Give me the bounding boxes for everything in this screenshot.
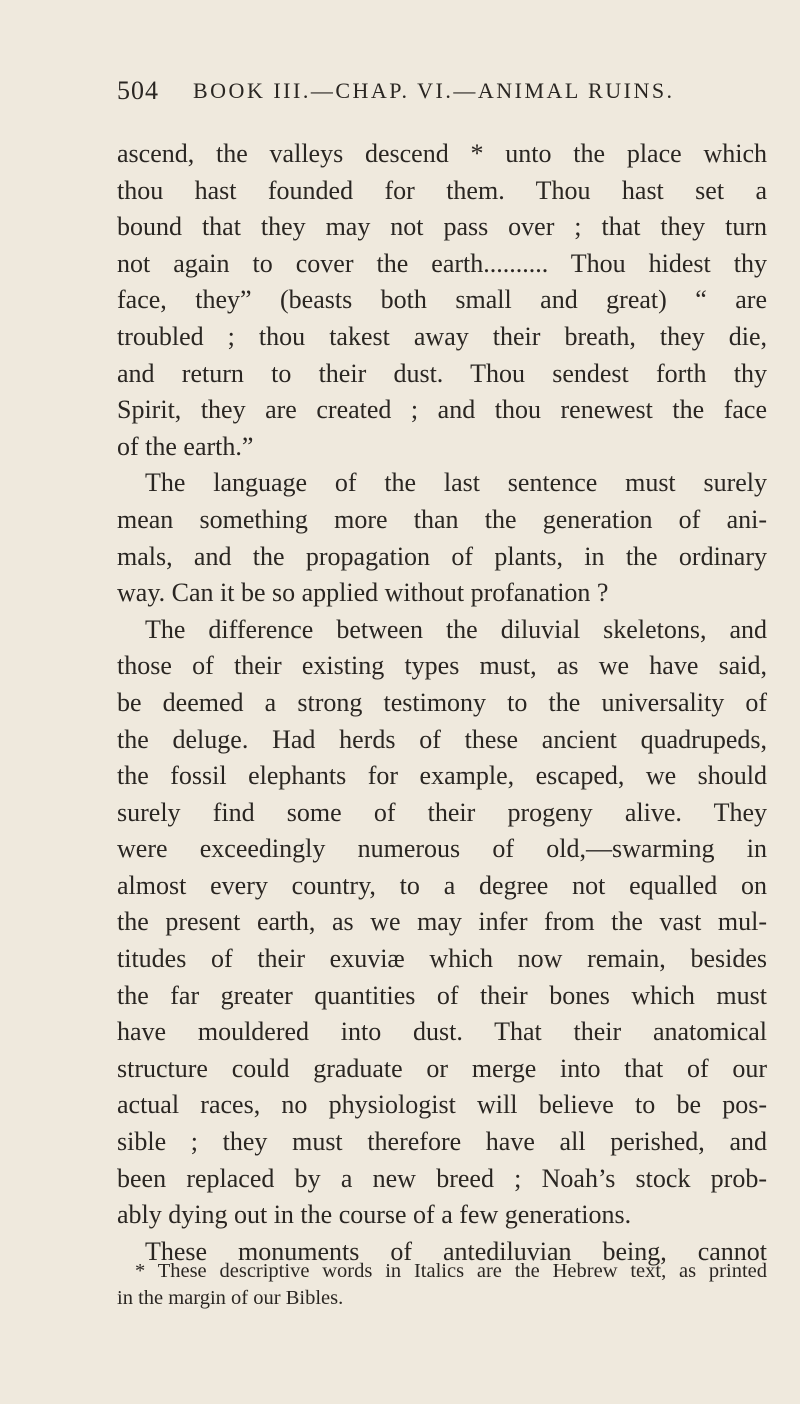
text-line: were exceedingly numerous of old,—swarming in bbox=[117, 834, 767, 864]
text-line: bound that they may not pass over ; that they turn bbox=[117, 212, 767, 242]
text-line: the far greater quantities of their bones which must bbox=[117, 980, 767, 1010]
body-text bbox=[117, 136, 767, 1270]
text-line: been replaced by a new breed ; Noah’s stock prob- bbox=[117, 1163, 767, 1193]
text-line: titudes of their exuviæ which now remain, besides bbox=[117, 944, 767, 974]
text-line: sible ; they must therefore have all perished, and bbox=[117, 1127, 767, 1157]
text-line: way. Can it be so applied without profanation ? bbox=[117, 578, 609, 608]
text-line: mean something more than the generation of ani- bbox=[117, 504, 767, 534]
text-line: face, they” (beasts both small and great) “ are bbox=[117, 285, 767, 315]
text-line: the fossil elephants for example, escaped, we should bbox=[117, 761, 767, 791]
text-line: The difference between the diluvial skeletons, and bbox=[145, 614, 767, 644]
text-line: ascend, the valleys descend * unto the place which bbox=[117, 139, 767, 168]
text-line: These monuments of antediluvian being, cannot bbox=[145, 1236, 767, 1266]
text-line: surely find some of their progeny alive. They bbox=[117, 797, 767, 827]
text-line: Spirit, they are created ; and thou renewest the face bbox=[117, 395, 767, 425]
footnote-line: * These descriptive words in Italics are the Hebrew text, as printed bbox=[135, 1260, 767, 1282]
text-line: ably dying out in the course of a few generations. bbox=[117, 1200, 632, 1230]
text-line: have mouldered into dust. That their anatomical bbox=[117, 1017, 767, 1047]
text-line: thou hast founded for them. Thou hast set a bbox=[117, 175, 767, 205]
text-line: and return to their dust. Thou sendest forth thy bbox=[117, 358, 767, 388]
text-line: of the earth.” bbox=[117, 431, 254, 461]
text-line: troubled ; thou takest away their breath, they die, bbox=[117, 321, 767, 351]
text-line: those of their existing types must, as we have said, bbox=[117, 651, 767, 681]
text-line: structure could graduate or merge into that of our bbox=[117, 1053, 767, 1083]
text-line: the deluge. Had herds of these ancient quadrupeds, bbox=[117, 724, 767, 754]
text-line: The language of the last sentence must surely bbox=[145, 468, 767, 498]
text-line: the present earth, as we may infer from the vast mul- bbox=[117, 907, 767, 937]
footnote-line: in the margin of our Bibles. bbox=[117, 1286, 344, 1309]
page-number: 504 bbox=[117, 76, 159, 105]
page-header bbox=[117, 76, 717, 116]
text-line: not again to cover the earth.......... Thou hidest thy bbox=[117, 248, 767, 278]
running-head: BOOK III.—CHAP. VI.—ANIMAL RUINS. bbox=[193, 78, 675, 103]
text-line: actual races, no physiologist will believe to be pos- bbox=[117, 1090, 767, 1120]
text-line: mals, and the propagation of plants, in the ordinary bbox=[117, 541, 767, 571]
text-line: be deemed a strong testimony to the universality of bbox=[117, 687, 767, 717]
text-line: almost every country, to a degree not equalled on bbox=[117, 870, 767, 900]
footnote bbox=[117, 1258, 767, 1311]
